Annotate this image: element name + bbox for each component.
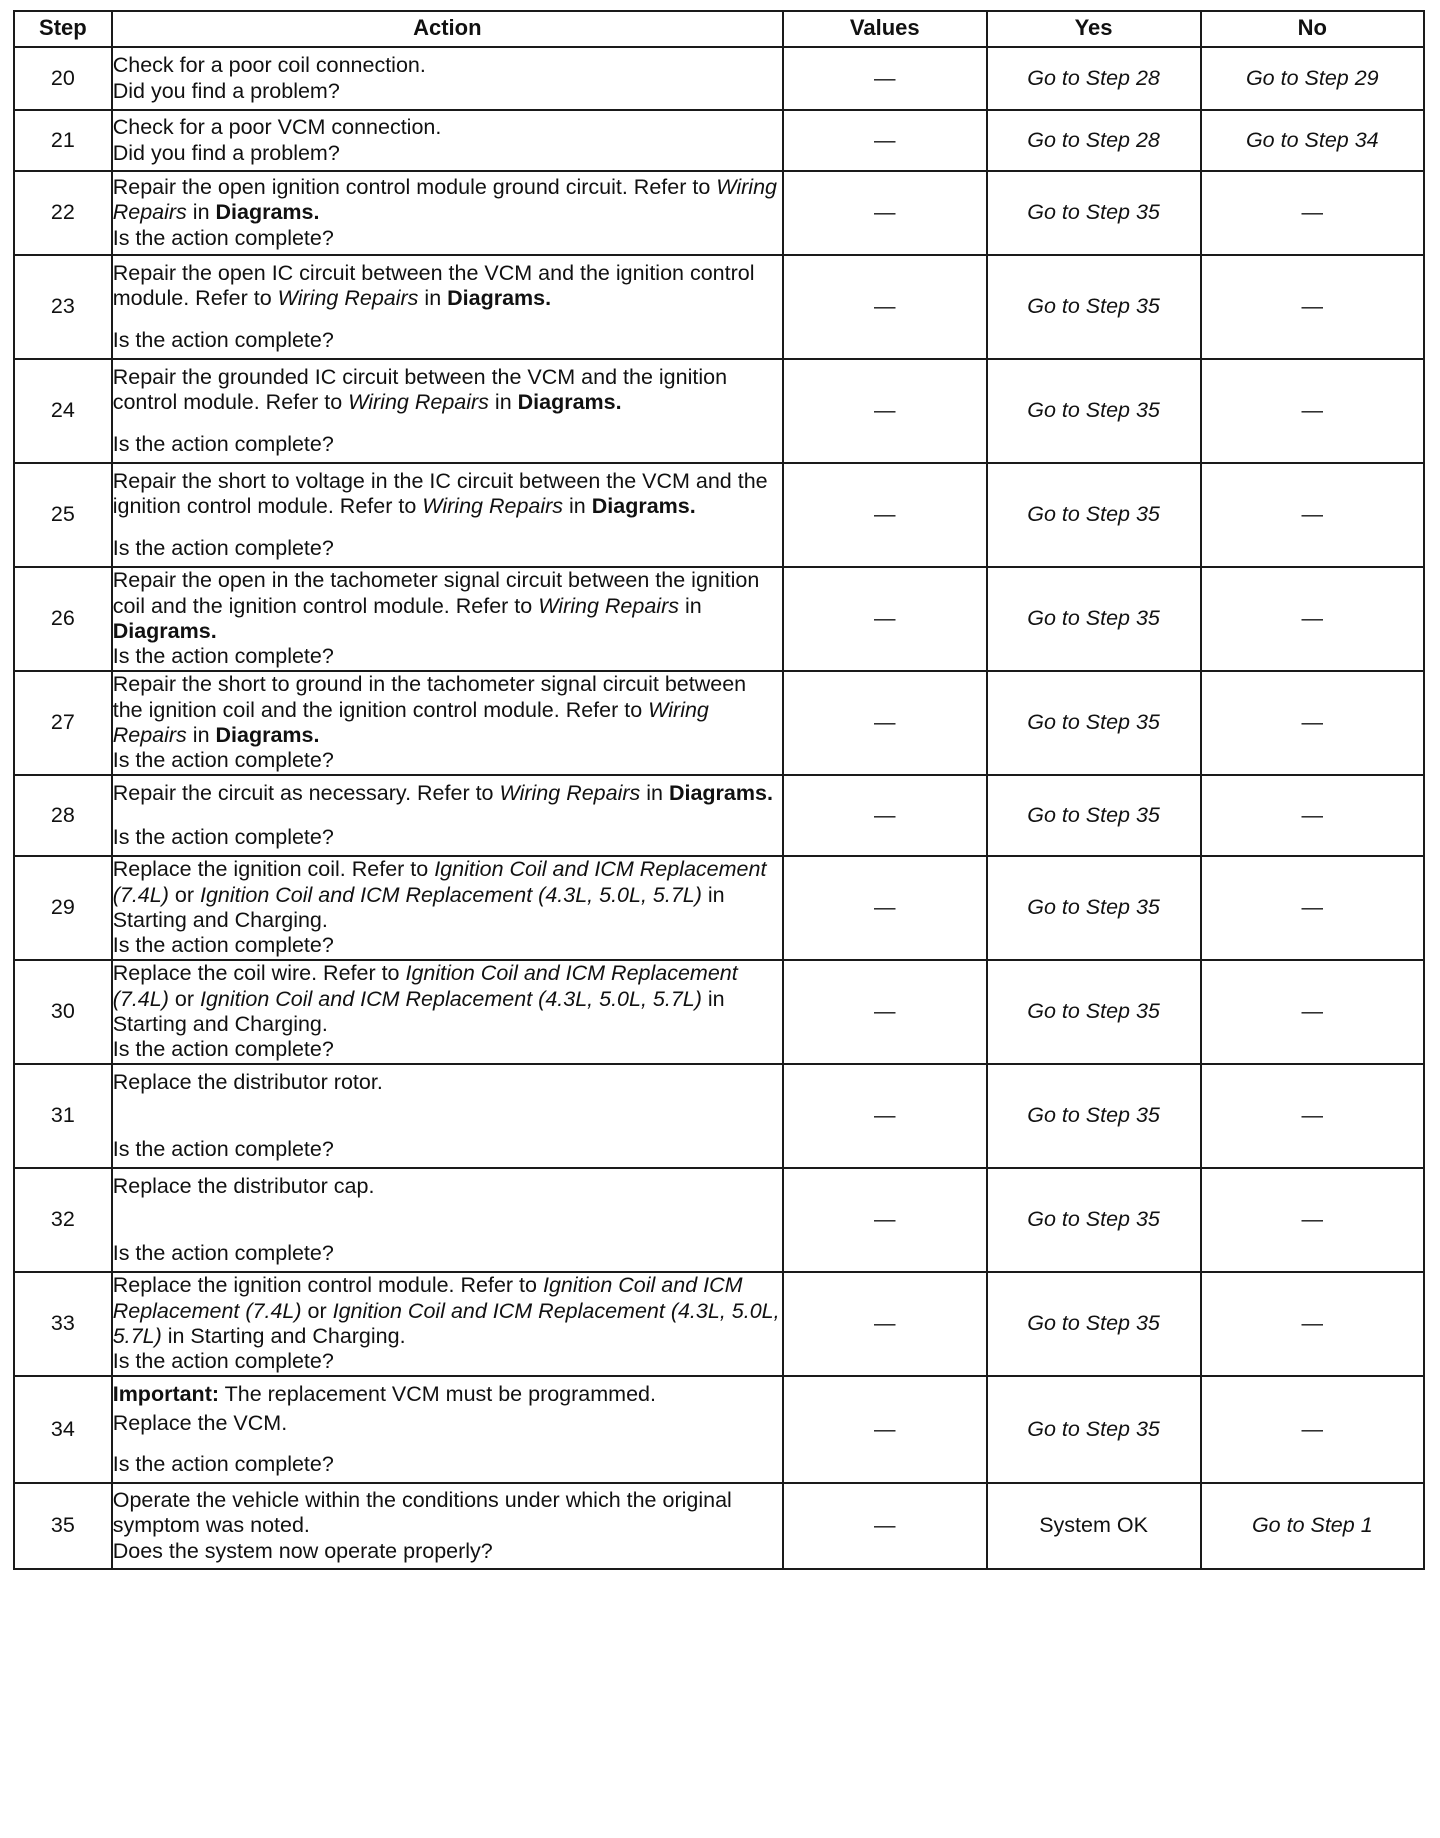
table-row — [14, 567, 1424, 671]
dash-mark: — — [874, 1207, 896, 1232]
yes-cell — [987, 1376, 1201, 1483]
values-cell — [783, 856, 987, 960]
dash-mark: — — [1301, 398, 1324, 423]
table-row — [14, 1483, 1424, 1569]
yes-result: Go to Step 35 — [1027, 895, 1160, 920]
dash-mark: — — [874, 802, 896, 827]
action-text-segment: Diagrams. — [591, 493, 696, 518]
table-row — [14, 359, 1424, 463]
values-cell — [783, 960, 987, 1064]
table-row — [14, 671, 1424, 775]
action-text-segment: or — [168, 986, 200, 1011]
action-cell — [112, 567, 783, 671]
action-question: Does the system now operate properly? — [112, 1538, 493, 1563]
no-cell — [1201, 775, 1424, 856]
no-cell — [1201, 171, 1424, 255]
diagnostic-table — [13, 10, 1425, 1570]
no-cell — [1201, 1483, 1424, 1569]
yes-cell — [987, 567, 1201, 671]
values-cell — [783, 775, 987, 856]
no-cell — [1201, 1064, 1424, 1168]
yes-result: Go to Step 35 — [1027, 1416, 1160, 1441]
step-number: 29 — [14, 856, 112, 960]
action-question: Is the action complete? — [112, 328, 334, 353]
action-text-segment: in — [418, 285, 448, 310]
yes-cell — [987, 1272, 1201, 1376]
yes-cell — [987, 775, 1201, 856]
dash-mark: — — [1301, 200, 1324, 225]
action-cell — [112, 775, 783, 856]
values-cell — [783, 1168, 987, 1272]
table-row — [14, 1168, 1424, 1272]
dash-mark: — — [1301, 1416, 1324, 1441]
action-text-segment: Replace the ignition coil. Refer to — [112, 857, 435, 882]
step-number: 33 — [14, 1272, 112, 1376]
table-body — [14, 47, 1424, 1569]
dash-mark: — — [874, 502, 896, 527]
action-cell — [112, 47, 783, 110]
no-cell — [1201, 463, 1424, 567]
no-cell — [1201, 671, 1424, 775]
action-question: Is the action complete? — [112, 1137, 334, 1162]
no-result: Go to Step 29 — [1245, 65, 1379, 90]
action-text — [113, 115, 782, 140]
no-cell — [1201, 856, 1424, 960]
action-text-segment: Wiring Repairs — [538, 593, 679, 618]
action-cell — [112, 463, 783, 567]
values-cell — [783, 463, 987, 567]
dash-mark: — — [1301, 999, 1324, 1024]
step-number: 28 — [14, 775, 112, 856]
action-text-segment: Wiring Repairs — [112, 174, 777, 225]
step-number: 24 — [14, 359, 112, 463]
values-cell — [783, 1064, 987, 1168]
table-row — [14, 47, 1424, 110]
action-text-segment: Diagrams. — [215, 200, 320, 225]
table-row — [14, 960, 1424, 1064]
values-cell — [783, 255, 987, 359]
action-question: Is the action complete? — [112, 1037, 334, 1062]
action-question: Is the action complete? — [112, 1349, 334, 1374]
step-number: 23 — [14, 255, 112, 359]
no-cell — [1201, 1376, 1424, 1483]
no-cell — [1201, 1168, 1424, 1272]
table-row — [14, 1272, 1424, 1376]
yes-result: Go to Step 35 — [1027, 1311, 1160, 1336]
action-cell — [112, 1376, 783, 1483]
values-cell — [783, 1376, 987, 1483]
no-cell — [1201, 1272, 1424, 1376]
table-row — [14, 1376, 1424, 1483]
values-cell — [783, 671, 987, 775]
action-text-segment: Replace the ignition control module. Refer to — [112, 1273, 543, 1298]
action-text-segment: in — [678, 593, 702, 618]
dash-mark: — — [874, 398, 896, 423]
dash-mark: — — [874, 127, 896, 152]
action-text-segment: Ignition Coil and ICM Replacement (4.3L, 5.0L, 5.7L) — [112, 1298, 780, 1348]
action-text-segment: Repair the open ignition control module ground circuit. Refer to — [112, 174, 717, 199]
action-text — [113, 1488, 782, 1539]
values-cell — [783, 1272, 987, 1376]
step-number: 25 — [14, 463, 112, 567]
header-no: No — [1201, 11, 1424, 47]
action-cell — [112, 856, 783, 960]
action-text — [113, 1382, 782, 1407]
action-text — [113, 1411, 782, 1436]
action-text-segment: Replace the distributor rotor. — [112, 1069, 383, 1094]
action-text-segment: Diagrams. — [668, 780, 773, 805]
yes-result: Go to Step 35 — [1027, 1207, 1160, 1232]
step-number: 20 — [14, 47, 112, 110]
action-text-segment: in Starting and Charging. — [112, 986, 725, 1036]
action-text — [113, 672, 782, 748]
action-text-segment: Diagrams. — [517, 389, 622, 414]
action-cell — [112, 171, 783, 255]
dash-mark: — — [874, 710, 896, 735]
action-text-segment: Repair the grounded IC circuit between the VCM and the ignition control module. Refer to — [112, 364, 728, 414]
action-text — [113, 469, 782, 520]
table-row — [14, 255, 1424, 359]
values-cell — [783, 47, 987, 110]
header-yes: Yes — [987, 11, 1201, 47]
dash-mark: — — [1301, 1311, 1324, 1336]
yes-result: Go to Step 35 — [1027, 398, 1160, 423]
dash-mark: — — [1301, 1207, 1324, 1232]
yes-result: Go to Step 35 — [1027, 294, 1160, 319]
action-text-segment: Replace the coil wire. Refer to — [112, 961, 406, 986]
yes-result: Go to Step 35 — [1027, 710, 1160, 735]
step-number: 22 — [14, 171, 112, 255]
action-question: Is the action complete? — [112, 825, 334, 850]
no-cell — [1201, 110, 1424, 171]
action-cell — [112, 1272, 783, 1376]
values-cell — [783, 567, 987, 671]
no-result: Go to Step 34 — [1245, 127, 1379, 152]
action-question: Is the action complete? — [112, 1452, 334, 1477]
action-text-segment: The replacement VCM must be programmed. — [219, 1381, 656, 1406]
action-text-segment: Operate the vehicle within the conditions under which the original symptom was noted. — [112, 1487, 732, 1538]
no-cell — [1201, 359, 1424, 463]
yes-cell — [987, 1168, 1201, 1272]
header-values: Values — [783, 11, 987, 47]
action-text — [113, 1174, 782, 1199]
action-question: Is the action complete? — [112, 933, 334, 958]
table-row — [14, 171, 1424, 255]
step-number: 35 — [14, 1483, 112, 1569]
action-text-segment: in Starting and Charging. — [161, 1324, 406, 1348]
dash-mark: — — [1301, 502, 1324, 527]
yes-cell — [987, 463, 1201, 567]
action-text — [113, 1070, 782, 1095]
table-row — [14, 856, 1424, 960]
action-text-segment: Ignition Coil and ICM Replacement (7.4L) — [112, 961, 738, 1011]
header-action: Action — [112, 11, 783, 47]
header-step: Step — [14, 11, 112, 47]
table-header-row — [14, 11, 1424, 47]
dash-mark: — — [1301, 802, 1324, 827]
step-number: 26 — [14, 567, 112, 671]
yes-cell — [987, 1064, 1201, 1168]
action-cell — [112, 671, 783, 775]
values-cell — [783, 359, 987, 463]
action-text — [113, 365, 782, 416]
action-text — [113, 781, 782, 806]
values-cell — [783, 1483, 987, 1569]
action-text-segment: Ignition Coil and ICM Replacement (4.3L, 5.0L, 5.7L) — [199, 986, 702, 1011]
action-text-segment: Wiring Repairs — [277, 285, 419, 310]
step-number: 31 — [14, 1064, 112, 1168]
action-text-segment: or — [168, 882, 200, 907]
no-cell — [1201, 255, 1424, 359]
action-text-segment: Ignition Coil and ICM Replacement (7.4L) — [112, 857, 767, 907]
dash-mark: — — [874, 999, 896, 1024]
action-cell — [112, 1168, 783, 1272]
action-text-segment: Repair the short to ground in the tachometer signal circuit between the ignition coil and the ignition control module. Refer to — [112, 672, 747, 722]
action-text-segment: Repair the open in the tachometer signal circuit between the ignition coil and the ignition control module. Refer to — [112, 568, 760, 618]
action-question: Is the action complete? — [112, 536, 334, 561]
no-cell — [1201, 47, 1424, 110]
action-text-segment: in — [186, 200, 216, 225]
yes-cell — [987, 47, 1201, 110]
action-cell — [112, 255, 783, 359]
action-text-segment: Repair the open IC circuit between the VCM and the ignition control module. Refer to — [112, 260, 755, 310]
dash-mark: — — [874, 1311, 896, 1336]
action-text-segment: Wiring Repairs — [348, 389, 489, 414]
action-cell — [112, 1064, 783, 1168]
action-text-segment: Repair the short to voltage in the IC circuit between the VCM and the ignition control module. Refer to — [112, 468, 768, 518]
table-row — [14, 110, 1424, 171]
yes-cell — [987, 255, 1201, 359]
action-question: Is the action complete? — [112, 225, 334, 250]
action-text — [113, 53, 782, 78]
yes-result: Go to Step 35 — [1027, 200, 1160, 225]
table-row — [14, 775, 1424, 856]
action-text-segment: Replace the VCM. — [112, 1410, 288, 1435]
yes-cell — [987, 856, 1201, 960]
yes-result: Go to Step 35 — [1027, 802, 1160, 827]
values-cell — [783, 171, 987, 255]
dash-mark: — — [874, 294, 896, 319]
yes-result: System OK — [1039, 1513, 1148, 1538]
action-text — [113, 961, 782, 1037]
action-text-segment: in — [488, 389, 518, 414]
dash-mark: — — [874, 65, 896, 90]
yes-cell — [987, 1483, 1201, 1569]
yes-result: Go to Step 35 — [1027, 502, 1160, 527]
yes-result: Go to Step 35 — [1027, 999, 1160, 1024]
action-question: Did you find a problem? — [112, 140, 340, 165]
action-text-segment: in — [186, 723, 216, 747]
yes-result: Go to Step 35 — [1027, 606, 1160, 631]
yes-result: Go to Step 35 — [1027, 1103, 1160, 1128]
dash-mark: — — [874, 200, 896, 225]
action-text-segment: or — [301, 1298, 333, 1323]
dash-mark: — — [874, 1103, 896, 1128]
action-text-segment: Wiring Repairs — [422, 493, 564, 518]
dash-mark: — — [1301, 294, 1324, 319]
action-text — [113, 568, 782, 644]
values-cell — [783, 110, 987, 171]
action-text-segment: Ignition Coil and ICM Replacement (4.3L, 5.0L, 5.7L) — [199, 882, 702, 907]
yes-cell — [987, 671, 1201, 775]
action-cell — [112, 1483, 783, 1569]
action-text-segment: Important: — [112, 1381, 220, 1406]
dash-mark: — — [874, 1513, 896, 1538]
no-cell — [1201, 960, 1424, 1064]
action-question: Is the action complete? — [112, 644, 334, 669]
step-number: 21 — [14, 110, 112, 171]
action-question: Is the action complete? — [112, 432, 334, 457]
action-text-segment: Wiring Repairs — [112, 697, 709, 747]
dash-mark: — — [874, 895, 896, 920]
yes-cell — [987, 359, 1201, 463]
action-text — [113, 857, 782, 933]
action-text-segment: Wiring Repairs — [499, 780, 641, 805]
action-text-segment: Diagrams. — [447, 285, 552, 310]
action-text-segment: Ignition Coil and ICM Replacement (7.4L) — [112, 1273, 743, 1323]
action-text-segment: in — [640, 780, 669, 805]
action-cell — [112, 110, 783, 171]
action-question: Is the action complete? — [112, 748, 334, 773]
action-text-segment: in — [563, 493, 592, 518]
action-text — [113, 1273, 782, 1349]
dash-mark: — — [1301, 710, 1324, 735]
dash-mark: — — [1301, 1103, 1324, 1128]
action-text — [113, 261, 782, 312]
action-text-segment: Check for a poor VCM connection. — [112, 115, 442, 140]
action-text-segment: Diagrams. — [215, 723, 320, 747]
yes-cell — [987, 171, 1201, 255]
dash-mark: — — [1301, 895, 1324, 920]
table-row — [14, 1064, 1424, 1168]
action-cell — [112, 359, 783, 463]
step-number: 34 — [14, 1376, 112, 1483]
table-row — [14, 463, 1424, 567]
action-text-segment: Replace the distributor cap. — [112, 1173, 375, 1198]
action-text-segment: Repair the circuit as necessary. Refer to — [112, 780, 500, 805]
no-cell — [1201, 567, 1424, 671]
dash-mark: — — [874, 606, 896, 631]
dash-mark: — — [1301, 606, 1324, 631]
yes-cell — [987, 960, 1201, 1064]
action-cell — [112, 960, 783, 1064]
action-question: Did you find a problem? — [112, 79, 340, 104]
action-question: Is the action complete? — [112, 1241, 334, 1266]
action-text — [113, 175, 782, 226]
action-text-segment: in Starting and Charging. — [112, 882, 725, 932]
no-result: Go to Step 1 — [1251, 1513, 1373, 1538]
step-number: 27 — [14, 671, 112, 775]
step-number: 30 — [14, 960, 112, 1064]
action-text-segment: Diagrams. — [112, 619, 217, 643]
yes-cell — [987, 110, 1201, 171]
action-text-segment: Check for a poor coil connection. — [112, 52, 426, 77]
step-number: 32 — [14, 1168, 112, 1272]
yes-result: Go to Step 28 — [1027, 65, 1160, 90]
dash-mark: — — [874, 1416, 896, 1441]
yes-result: Go to Step 28 — [1027, 127, 1160, 152]
